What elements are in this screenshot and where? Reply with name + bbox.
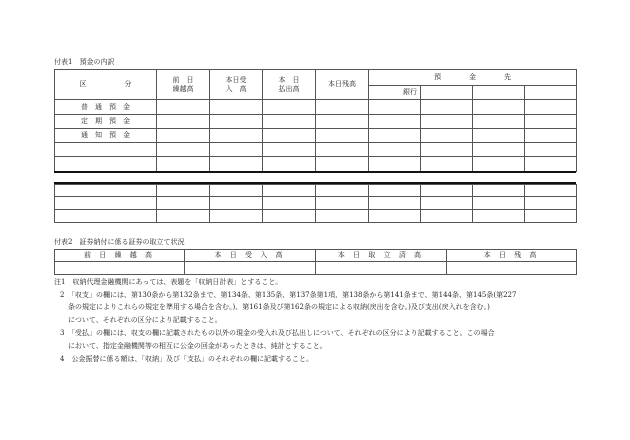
sec-prev-header: 前 日 繰 越 高 xyxy=(55,250,185,262)
sec-balance-header: 本 日 残 高 xyxy=(447,250,577,262)
note-2: 2 「収支」の欄には、第130条から第132条まで、第134条、第135条、第137条第1項、第138条から第141条まで、第144条、第145条(第227 xyxy=(60,291,517,299)
bank-col-3 xyxy=(473,86,525,100)
paid-out-header: 本 日 払出高 xyxy=(263,70,316,100)
row-ordinary-deposit: 普 通 預 金 xyxy=(55,100,157,115)
note-2-cont2: について、それぞれの区分により記載すること。 xyxy=(68,316,222,324)
securities-collection-table xyxy=(54,249,577,275)
table1-caption: 付表1 預金の内訳 xyxy=(54,58,115,66)
sec-collected-header: 本 日 取 立 済 高 xyxy=(316,250,447,262)
row-blank-2 xyxy=(55,157,157,172)
row-blank-1 xyxy=(55,143,157,157)
note-2-cont1: 条の規定によりこれらの規定を準用する場合を含む。)、第161条及び第162条の規定による収納(戻出を含む。)及び支出(戻入れを含む。) xyxy=(68,303,490,311)
note-4: 4 公金振替に係る額は、「収納」及び「支払」のそれぞれの欄に記載すること。 xyxy=(60,355,313,363)
deposit-breakdown-table-lower xyxy=(54,184,577,223)
total-separator-top xyxy=(54,171,576,173)
note-1: 注1 収納代理金融機関にあっては、表題を「収納日計表」とすること。 xyxy=(54,278,283,286)
row-time-deposit: 定 期 預 金 xyxy=(55,115,157,129)
note-3-cont: において、指定金融機関等の相互に公金の回金があったときは、純計とすること。 xyxy=(68,342,327,350)
note-3: 3 「受払」の欄には、収支の欄に記載されたもの以外の現金の受入れ及び払出しについて、それぞれの区分により記載すること。この場合 xyxy=(60,329,495,337)
prev-balance-header: 前 日 繰越高 xyxy=(157,70,210,100)
deposit-destination-header: 預 金 先 xyxy=(369,70,577,86)
category-header: 区 分 xyxy=(55,70,157,100)
table2-caption: 付表2 証券納付に係る証券の取立て状況 xyxy=(54,238,185,246)
balance-header: 本日残高 xyxy=(316,70,369,100)
bank-col-4 xyxy=(525,86,577,100)
row-notice-deposit: 通 知 預 金 xyxy=(55,129,157,143)
deposit-breakdown-table xyxy=(54,69,577,172)
sec-received-header: 本 日 受 入 高 xyxy=(185,250,316,262)
bank-col-2 xyxy=(421,86,473,100)
received-header: 本日受 入 高 xyxy=(210,70,263,100)
bank-header: 銀行 xyxy=(369,86,421,100)
